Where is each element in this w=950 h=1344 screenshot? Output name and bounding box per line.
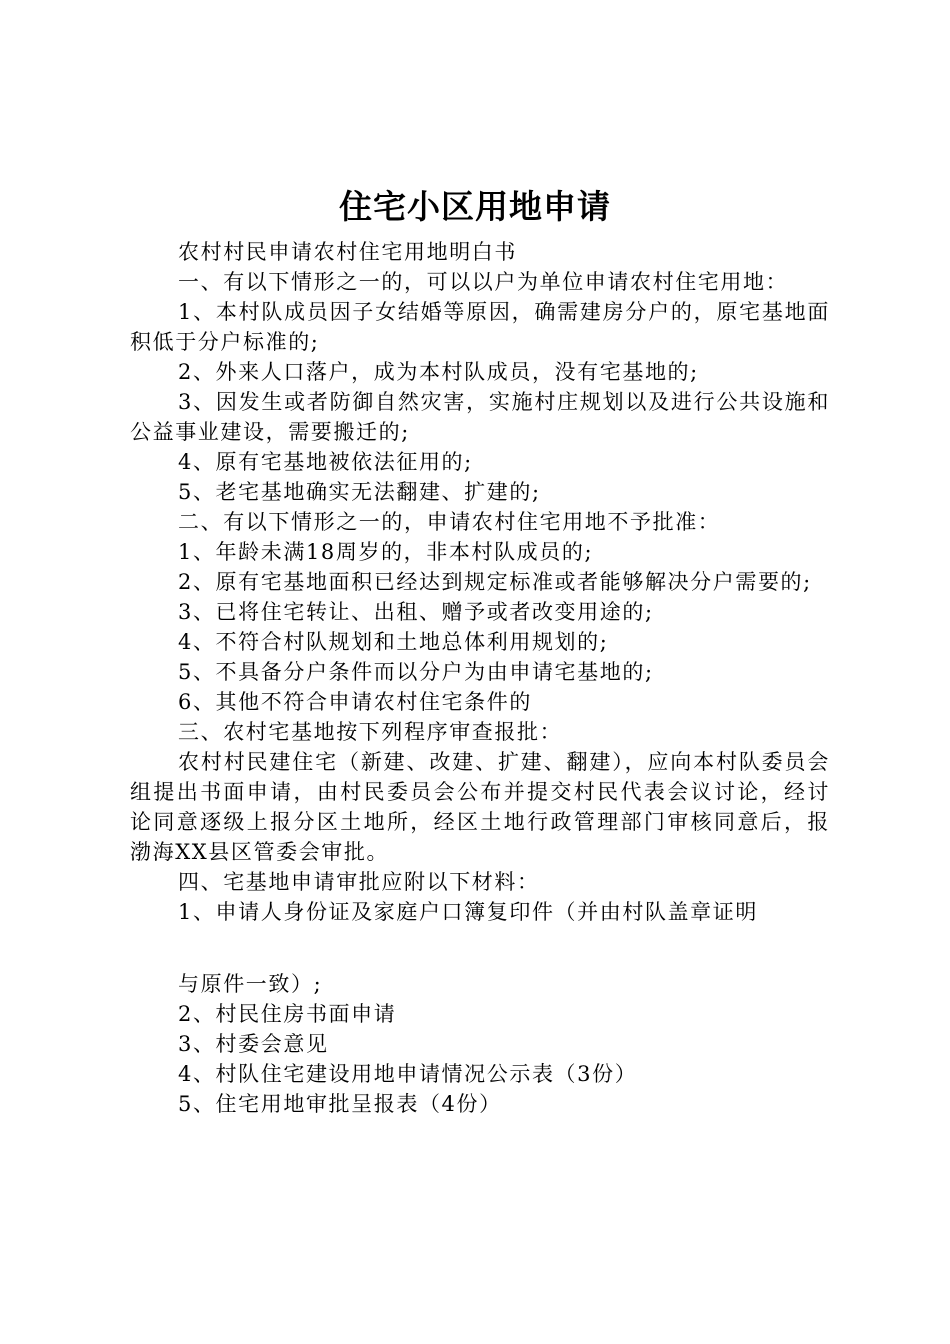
paragraph-section-2-item-6: 6、其他不符合申请农村住宅条件的 (178, 690, 532, 714)
paragraph-section-4-item-1: 1、申请人身份证及家庭户口簿复印件（并由村队盖章证明 (178, 900, 758, 924)
paragraph-section-1-item-3: 3、因发生或者防御自然灾害，实施村庄规划以及进行公共设施和公益事业建设，需要搬迁的; (130, 390, 830, 444)
paragraph-subtitle: 农村村民申请农村住宅用地明白书 (178, 240, 517, 264)
paragraph-section-2-item-1: 1、年龄未满18周岁的，非本村队成员的; (178, 540, 594, 564)
paragraph-section-1-item-4: 4、原有宅基地被依法征用的; (178, 450, 473, 474)
paragraph-section-1-heading: 一、有以下情形之一的，可以以户为单位申请农村住宅用地： (178, 270, 789, 294)
paragraph-section-2-item-3: 3、已将住宅转让、出租、赠予或者改变用途的; (178, 600, 654, 624)
page-title: 住宅小区用地申请 (339, 187, 611, 226)
paragraph-section-4-item-4: 4、村队住宅建设用地申请情况公示表（3份） (178, 1062, 638, 1086)
paragraph-section-4-heading: 四、宅基地申请审批应附以下材料： (178, 870, 540, 894)
paragraph-section-4-item-3: 3、村委会意见 (178, 1032, 329, 1056)
paragraph-section-1-item-5: 5、老宅基地确实无法翻建、扩建的; (178, 480, 541, 504)
paragraph-section-4-item-5: 5、住宅用地审批呈报表（4份） (178, 1092, 502, 1116)
paragraph-section-1-item-1: 1、本村队成员因子女结婚等原因，确需建房分户的，原宅基地面积低于分户标准的; (130, 300, 830, 354)
paragraph-section-2-item-4: 4、不符合村队规划和土地总体利用规划的; (178, 630, 609, 654)
paragraph-section-4-item-1-continuation: 与原件一致）; (178, 972, 323, 996)
vertical-gap (130, 927, 830, 969)
paragraph-section-2-item-5: 5、不具备分户条件而以分户为由申请宅基地的; (178, 660, 654, 684)
paragraph-section-4-item-2: 2、村民住房书面申请 (178, 1002, 397, 1026)
paragraph-section-2-heading: 二、有以下情形之一的，申请农村住宅用地不予批准： (178, 510, 721, 534)
document-body (130, 237, 830, 1119)
paragraph-section-2-item-2: 2、原有宅基地面积已经达到规定标准或者能够解决分户需要的; (178, 570, 812, 594)
paragraph-section-3-body: 农村村民建住宅（新建、改建、扩建、翻建），应向本村队委员会组提出书面申请，由村民委员会公布并提交村民代表会议讨论，经讨论同意逐级上报分区土地所，经区土地行政管理部门审核同意后，报渤海XX县区管委会审批。 (130, 750, 830, 864)
paragraph-section-3-heading: 三、农村宅基地按下列程序审查报批： (178, 720, 563, 744)
paragraph-section-1-item-2: 2、外来人口落户，成为本村队成员，没有宅基地的; (178, 360, 699, 384)
